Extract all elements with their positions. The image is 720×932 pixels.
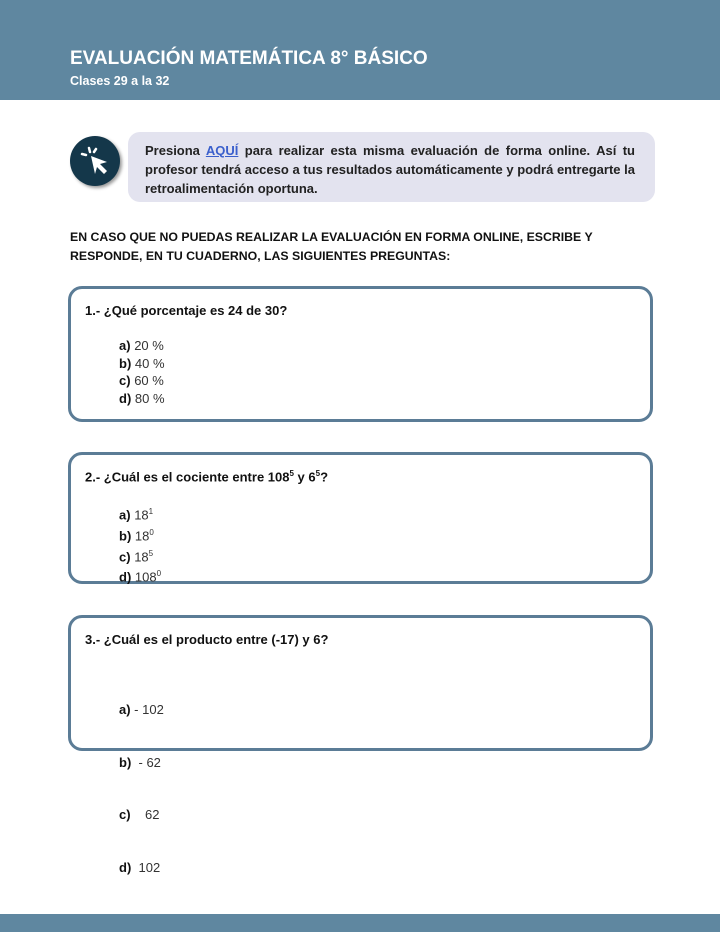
options (119, 666, 164, 911)
page-title: EVALUACIÓN MATEMÁTICA 8° BÁSICO (70, 48, 428, 69)
question-text: 3.- ¿Cuál es el producto entre (-17) y 6? (85, 632, 329, 647)
online-link[interactable]: AQUÍ (205, 143, 239, 158)
option-b: b) 40 % (119, 355, 165, 371)
notice-text: para realizar esta misma evaluación de forma online. Así tu profesor tendrá acceso a tus resultados automáticamente y podrá entregarte la retroalimentación oportuna. (145, 143, 635, 196)
option-a: a) - 102 (119, 702, 164, 717)
option-b: b) - 62 (119, 754, 161, 770)
option-a: a) $18^1$ (119, 507, 154, 523)
option-c: c) 62 (119, 807, 160, 822)
question-text: 1.- ¿Qué porcentaje es 24 de 30? (85, 303, 288, 318)
question-text: 2.- ¿Cuál es el cociente entre $108^5$ y $6^5$? (85, 469, 329, 485)
option-a: a) 20 % (119, 338, 164, 353)
option-c: c) $18^5$ (119, 548, 154, 564)
options (119, 337, 165, 407)
question-card-2 (68, 452, 653, 584)
page-subtitle: Clases 29 a la 32 (70, 74, 170, 88)
cursor-click-icon[interactable] (70, 136, 120, 186)
option-d: d) 80 % (119, 390, 165, 406)
option-c: c) 60 % (119, 373, 164, 388)
option-d: d) 102 (119, 859, 161, 875)
question-card-1 (68, 286, 653, 422)
notice-text: Presiona (145, 143, 206, 158)
footer-band (0, 914, 720, 932)
options (119, 503, 161, 586)
option-d: d) $108^0$ (119, 569, 162, 585)
option-b: b) $18^0$ (119, 527, 154, 544)
header-band (0, 0, 720, 100)
question-card-3 (68, 615, 653, 875)
online-notice (128, 132, 655, 202)
instructions: EN CASO QUE NO PUEDAS REALIZAR LA EVALUACIÓN EN FORMA ONLINE, ESCRIBE Y RESPONDE, EN TU CUADERNO, LAS SIGUIENTES PREGUNTAS: (70, 230, 593, 263)
